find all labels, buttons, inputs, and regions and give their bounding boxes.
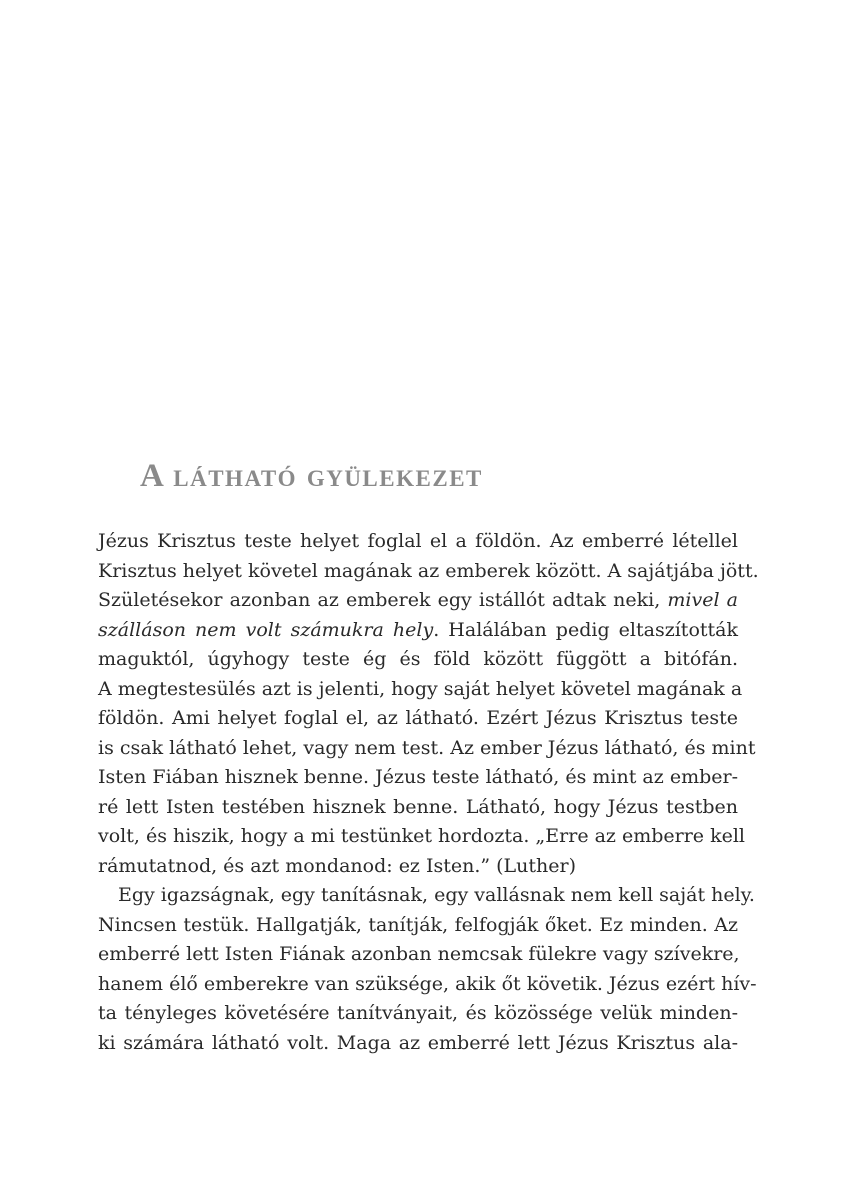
text-segment: Nincsen testük. Hallgatják, tanítják, felfogják őket. Ez minden. Az xyxy=(98,913,738,936)
text-line xyxy=(98,557,759,587)
text-line xyxy=(98,1029,738,1059)
text-line xyxy=(98,793,738,823)
text-segment: . Halálában pedig eltaszították xyxy=(433,618,738,641)
chapter-title: A látható gyülekezet xyxy=(140,458,483,494)
text-line xyxy=(98,881,755,911)
text-line xyxy=(98,999,738,1029)
text-line xyxy=(98,527,738,557)
text-segment: is csak látható lehet, vagy nem test. Az ember Jézus látható, és mint xyxy=(98,736,756,759)
text-segment: Krisztus helyet követel magának az emberek között. A sajátjába jött. xyxy=(98,559,759,582)
text-segment: földön. Ami helyet foglal el, az látható. Ezért Jézus Krisztus teste xyxy=(98,707,738,729)
text-line xyxy=(98,675,743,705)
text-line xyxy=(98,970,757,1000)
body-text xyxy=(98,527,759,1058)
text-segment: Egy igazságnak, egy tanításnak, egy vallásnak nem kell saját hely. xyxy=(118,884,755,906)
text-segment: A megtestesülés azt is jelenti, hogy saját helyet követel magának a xyxy=(98,677,743,700)
text-line xyxy=(98,763,738,793)
text-segment: Jézus Krisztus teste helyet foglal el a földön. Az emberré létellel xyxy=(98,530,738,552)
text-line xyxy=(98,940,738,970)
italic-text: mivel a xyxy=(667,589,738,611)
text-segment: ta tényleges követésére tanítványait, és közössége velük minden- xyxy=(98,1002,738,1024)
text-line xyxy=(98,586,738,616)
text-segment: hanem élő emberekre van szüksége, akik őt követik. Jézus ezért hív- xyxy=(98,972,757,995)
text-line xyxy=(98,911,738,941)
text-segment: volt, és hiszik, hogy a mi testünket hordozta. „Erre az emberre kell xyxy=(98,825,746,847)
text-segment: rámutatnod, és azt mondanod: ez Isten.” (Luther) xyxy=(98,854,577,877)
text-line xyxy=(98,616,738,646)
text-line xyxy=(98,645,738,675)
paragraph-2 xyxy=(98,881,757,1058)
text-segment: ré lett Isten testében hisznek benne. Látható, hogy Jézus testben xyxy=(98,795,738,818)
text-line xyxy=(98,704,738,734)
text-segment: maguktól, úgyhogy teste ég és föld között függött a bitófán. xyxy=(98,648,738,670)
text-segment: Születésekor azonban az emberek egy istállót adtak neki, xyxy=(98,589,668,611)
text-line xyxy=(98,822,746,852)
text-segment: emberré lett Isten Fiának azonban nemcsak fülekre vagy szívekre, xyxy=(98,943,740,965)
text-segment: Isten Fiában hisznek benne. Jézus teste látható, és mint az ember- xyxy=(98,766,738,788)
text-segment: ki számára látható volt. Maga az emberré lett Jézus Krisztus ala- xyxy=(98,1031,738,1054)
italic-text: szálláson nem volt számukra hely xyxy=(98,618,434,641)
paragraph-1 xyxy=(98,527,759,881)
text-line xyxy=(98,734,756,764)
text-line xyxy=(98,852,738,882)
